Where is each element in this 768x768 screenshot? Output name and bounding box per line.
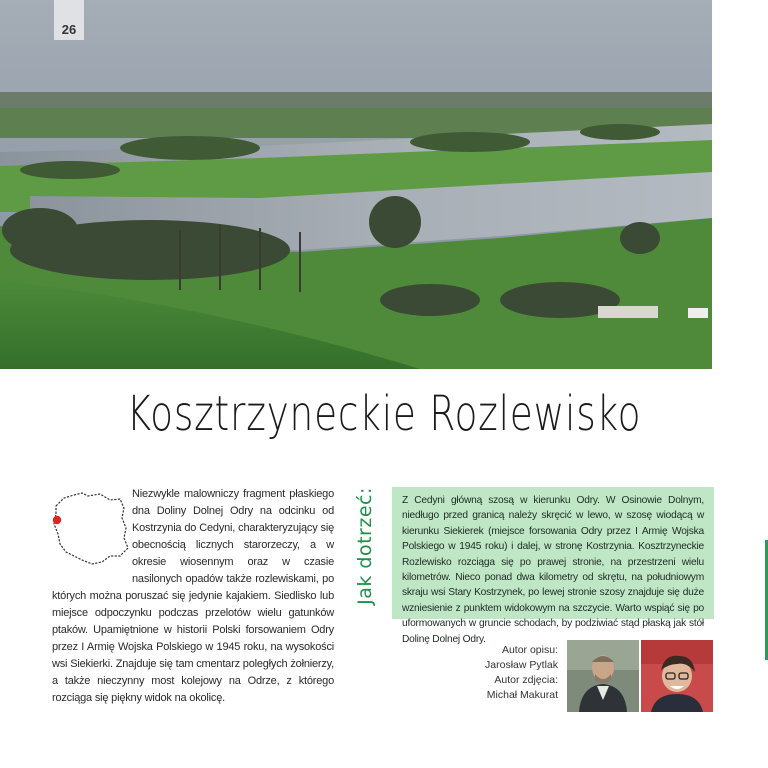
photographer-portrait bbox=[641, 640, 713, 712]
photo-label: Autor zdjęcia: bbox=[494, 674, 558, 686]
how-to-get-heading: Jak dotrzeć: bbox=[354, 487, 376, 605]
credits bbox=[462, 643, 558, 703]
photo-author-name: Michał Makurat bbox=[486, 689, 558, 701]
page-title: Kosztrzyneckie Rozlewisko bbox=[126, 386, 642, 442]
directions-box bbox=[392, 487, 714, 645]
directions-text: Z Cedyni główną szosą w kierunku Odry. W Osinowie Dolnym, niedługo przed granicą należy skręcić w lewo, w szosę wiodącą w kierunku Siekierek (miejsce forsowania Odry przez I Armię Wojska Polskiego w 1945 roku) i dalej, w stronę Kostrzynia. Kosztrzyneckie Rozlewisko rozciąga się po prawej stronie, na przestrzeni wielu kilometrów. Nieco ponad dwa kilometry od skrętu, na południowym skraju wsi Stary Kostrzynek, po lewej stronie szosy znajduje się duże wzniesienie z punktem widokowym na szczycie. Warto wspiąć się po uformowanych w gruncie schodach, by podziwiać stąd płaską jak stół Dolinę Dolnej Odry. bbox=[402, 495, 704, 645]
page-number: 26 bbox=[54, 0, 84, 40]
author-name: Jarosław Pytlak bbox=[485, 659, 558, 671]
landscape-photo bbox=[0, 0, 712, 369]
author-label: Autor opisu: bbox=[501, 644, 558, 656]
author-portrait bbox=[567, 640, 639, 712]
article-body bbox=[52, 486, 334, 707]
article-paragraph: Niezwykle malowniczy fragment płaskiego dna Doliny Dolnej Odry na odcinku od Kostrzynia do Cedyni, charakteryzujący się obecnością licznych starorzeczy, a w okresie wiosennym oraz w czasie nasilonych opadów także rozlewiskami, po których można poruszać się jedynie kajakiem. Siedlisko lub miejsce odpoczynku podczas przelotów wielu gatunków ptaków. Upamiętnione w historii Polski forsowaniem Odry przez I Armię Wojska Polskiego w 1945 roku, na wysokości wsi Siekierki. Znajduje się tam cmentarz poległych żołnierzy, a także nieczynny most kolejowy na Odrze, z którego rozciąga się piękny widok na okolicę. bbox=[52, 488, 334, 704]
how-to-get-heading-wrap bbox=[350, 487, 380, 605]
